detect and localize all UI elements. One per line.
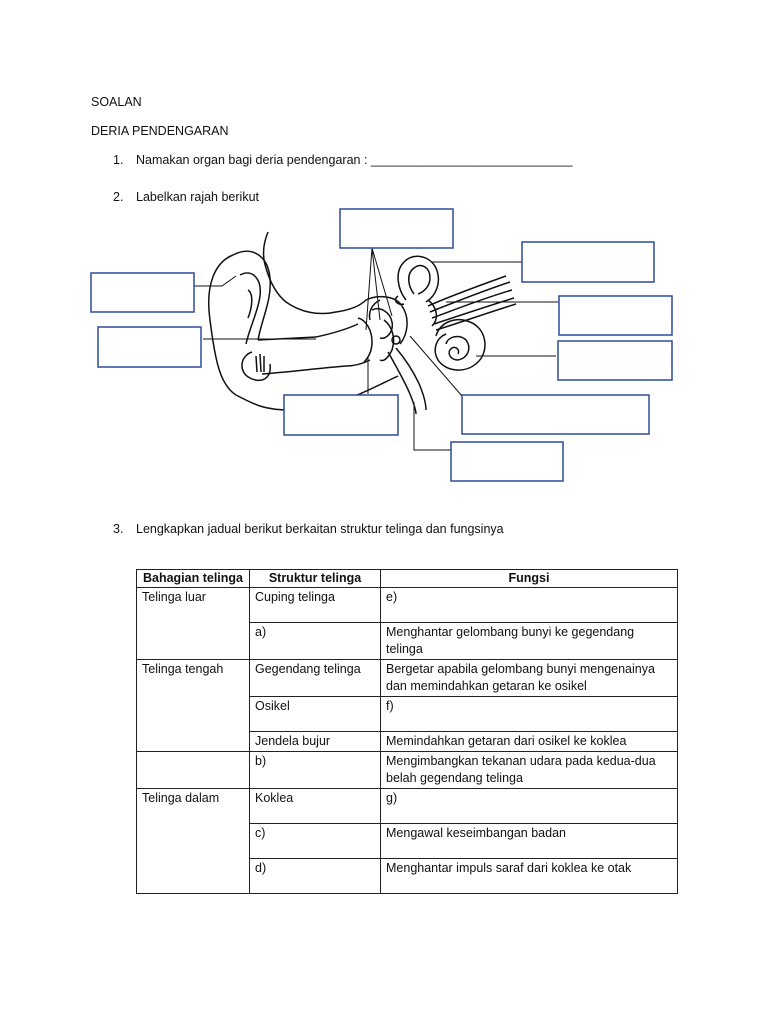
label-box[interactable] xyxy=(462,395,649,434)
table-row xyxy=(137,859,678,894)
table-row xyxy=(137,752,678,789)
question-text: Namakan organ bagi deria pendengaran : _____________________________ xyxy=(136,153,573,167)
column-header: Bahagian telinga xyxy=(137,570,250,588)
table-cell: Menghantar impuls saraf dari koklea ke otak xyxy=(381,859,678,894)
label-box[interactable] xyxy=(522,242,654,282)
table-row xyxy=(137,623,678,660)
table-cell xyxy=(137,824,250,859)
question-3 xyxy=(113,522,504,536)
question-text: Labelkan rajah berikut xyxy=(136,190,259,204)
question-number: 2. xyxy=(113,190,124,204)
question-text: Lengkapkan jadual berikut berkaitan struktur telinga dan fungsinya xyxy=(136,522,504,536)
table-cell: Memindahkan getaran dari osikel ke koklea xyxy=(381,732,678,752)
table-cell: Cuping telinga xyxy=(250,588,381,623)
label-box[interactable] xyxy=(451,442,563,481)
table-cell: Telinga luar xyxy=(137,588,250,623)
page-title: SOALAN xyxy=(91,95,142,109)
table-row xyxy=(137,588,678,623)
table-row xyxy=(137,732,678,752)
table-row xyxy=(137,824,678,859)
label-box[interactable] xyxy=(558,341,672,380)
question-number: 1. xyxy=(113,153,124,167)
ear-drawing xyxy=(209,232,516,414)
table-cell xyxy=(137,732,250,752)
table-cell: Osikel xyxy=(250,697,381,732)
table-cell[interactable]: e) xyxy=(381,588,678,623)
table-cell[interactable]: c) xyxy=(250,824,381,859)
table-cell: Mengawal keseimbangan badan xyxy=(381,824,678,859)
table-row xyxy=(137,697,678,732)
table-cell: Menghantar gelombang bunyi ke gegendang telinga xyxy=(381,623,678,660)
label-box[interactable] xyxy=(284,395,398,435)
column-header: Struktur telinga xyxy=(250,570,381,588)
table-cell xyxy=(137,752,250,789)
table-cell xyxy=(137,859,250,894)
table-cell: Telinga tengah xyxy=(137,660,250,697)
table-cell[interactable]: d) xyxy=(250,859,381,894)
table-cell: Bergetar apabila gelombang bunyi mengenainya dan memindahkan getaran ke osikel xyxy=(381,660,678,697)
table-cell: Koklea xyxy=(250,789,381,824)
table-row xyxy=(137,789,678,824)
table-cell: Telinga dalam xyxy=(137,789,250,824)
label-box[interactable] xyxy=(559,296,672,335)
question-number: 3. xyxy=(113,522,124,536)
column-header: Fungsi xyxy=(381,570,678,588)
table-cell[interactable]: a) xyxy=(250,623,381,660)
label-box[interactable] xyxy=(98,327,201,367)
table-cell xyxy=(137,697,250,732)
table-row xyxy=(137,660,678,697)
table-cell: Gegendang telinga xyxy=(250,660,381,697)
table-cell: Mengimbangkan tekanan udara pada kedua-dua belah gegendang telinga xyxy=(381,752,678,789)
table-cell[interactable]: f) xyxy=(381,697,678,732)
label-boxes xyxy=(91,209,672,481)
label-box[interactable] xyxy=(340,209,453,248)
table-header-row xyxy=(137,570,678,588)
table-cell: Jendela bujur xyxy=(250,732,381,752)
label-box[interactable] xyxy=(91,273,194,312)
section-title: DERIA PENDENGARAN xyxy=(91,124,229,138)
table-cell[interactable]: g) xyxy=(381,789,678,824)
table-cell[interactable]: b) xyxy=(250,752,381,789)
table-cell xyxy=(137,623,250,660)
ear-structure-table xyxy=(136,569,678,894)
